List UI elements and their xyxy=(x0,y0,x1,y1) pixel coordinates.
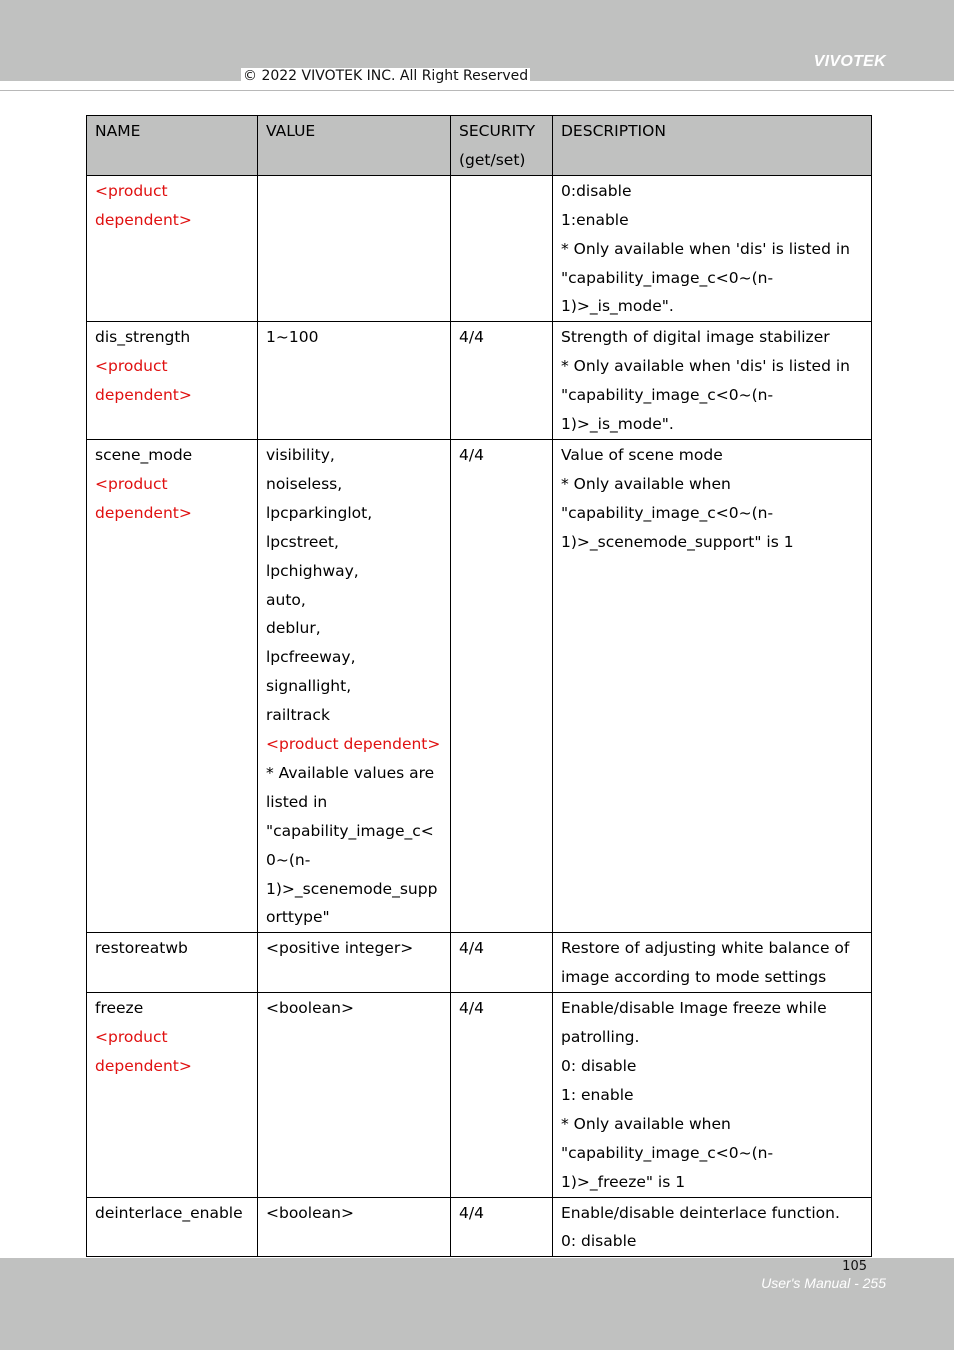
cell-value xyxy=(258,933,451,993)
cell-name xyxy=(87,175,258,322)
description-line: * Only available when "capability_image_c<0~(n-1)>_freeze" is 1 xyxy=(561,1114,774,1191)
value-item: <boolean> xyxy=(266,1203,354,1222)
cell-description xyxy=(553,933,872,993)
value-item: 1~100 xyxy=(266,328,319,347)
description-line: * Only available when 'dis' is listed in "capability_image_c<0~(n-1)>_is_mode". xyxy=(561,357,850,434)
cell-security xyxy=(451,933,553,993)
cell-description xyxy=(553,175,872,322)
value-item: lpchighway, xyxy=(266,561,359,580)
table-row xyxy=(87,933,872,993)
cell-description xyxy=(553,439,872,932)
column-header-security: SECURITY (get/set) xyxy=(451,116,553,176)
footer-band xyxy=(0,1258,954,1350)
cell-name xyxy=(87,439,258,932)
cell-name xyxy=(87,933,258,993)
cell-name xyxy=(87,1197,258,1257)
table-row xyxy=(87,993,872,1197)
description-line: Value of scene mode xyxy=(561,445,723,464)
cell-name xyxy=(87,322,258,440)
value-item: lpcparkinglot, xyxy=(266,503,373,522)
cell-description xyxy=(553,1197,872,1257)
security-level: 4/4 xyxy=(459,999,484,1018)
description-line: Enable/disable deinterlace function. xyxy=(561,1203,840,1222)
value-item: auto, xyxy=(266,590,306,609)
product-dependent-note: <product dependent> xyxy=(266,735,441,754)
cell-security xyxy=(451,993,553,1197)
product-dependent-note: <product dependent> xyxy=(95,474,192,522)
table-row xyxy=(87,439,872,932)
cell-value xyxy=(258,322,451,440)
cell-value xyxy=(258,993,451,1197)
description-line: * Only available when "capability_image_c<0~(n-1)>_scenemode_support" is 1 xyxy=(561,474,794,551)
value-item: noiseless, xyxy=(266,474,343,493)
parameter-name: dis_strength xyxy=(95,328,191,347)
value-item: <boolean> xyxy=(266,999,354,1018)
column-header-description: DESCRIPTION xyxy=(553,116,872,176)
value-item: deblur, xyxy=(266,619,321,638)
column-header-value: VALUE xyxy=(258,116,451,176)
description-line: * Only available when 'dis' is listed in "capability_image_c<0~(n-1)>_is_mode". xyxy=(561,239,850,316)
parameter-name: restoreatwb xyxy=(95,939,188,958)
description-line: 0: disable xyxy=(561,1057,637,1075)
parameter-table xyxy=(86,115,872,1257)
cell-security xyxy=(451,439,553,932)
table-row xyxy=(87,175,872,322)
table-header-row xyxy=(87,116,872,176)
cell-value xyxy=(258,175,451,322)
cell-security xyxy=(451,175,553,322)
description-line: 0: disable xyxy=(561,1232,637,1251)
value-item: visibility, xyxy=(266,445,335,464)
cell-description xyxy=(553,322,872,440)
product-dependent-note: <product dependent> xyxy=(95,181,192,229)
parameter-name: freeze xyxy=(95,999,144,1018)
table-row xyxy=(87,322,872,440)
security-level: 4/4 xyxy=(459,939,484,958)
column-header-name: NAME xyxy=(87,116,258,176)
security-level: 4/4 xyxy=(459,1203,484,1222)
cell-security xyxy=(451,322,553,440)
table-row xyxy=(87,1197,872,1257)
value-item: lpcstreet, xyxy=(266,532,339,551)
copyright-notice: © 2022 VIVOTEK INC. All Right Reserved xyxy=(243,68,529,84)
product-dependent-note: <product dependent> xyxy=(95,1028,192,1075)
cell-value xyxy=(258,439,451,932)
description-line: Restore of adjusting white balance of image according to mode settings xyxy=(561,939,850,987)
parameter-name: deinterlace_enable xyxy=(95,1203,243,1222)
manual-page-label: User's Manual - 255 xyxy=(761,1275,886,1291)
cell-security xyxy=(451,1197,553,1257)
table-body xyxy=(87,175,872,1257)
description-line: Strength of digital image stabilizer xyxy=(561,328,830,347)
header-divider xyxy=(0,90,954,91)
cell-name xyxy=(87,993,258,1197)
value-item: railtrack xyxy=(266,706,330,725)
cell-description xyxy=(553,993,872,1197)
parameter-name: scene_mode xyxy=(95,445,193,464)
description-line: Enable/disable Image freeze while patrolling. xyxy=(561,999,827,1047)
cell-value xyxy=(258,1197,451,1257)
security-level: 4/4 xyxy=(459,328,484,347)
page-number: 105 xyxy=(842,1259,867,1274)
value-item: lpcfreeway, xyxy=(266,648,356,667)
value-item: signallight, xyxy=(266,677,352,696)
security-level: 4/4 xyxy=(459,445,484,464)
description-line: 0:disable xyxy=(561,181,632,200)
brand-logo: VIVOTEK xyxy=(813,53,886,70)
description-line: 1: enable xyxy=(561,1085,634,1104)
value-item: <positive integer> xyxy=(266,939,414,958)
description-line: 1:enable xyxy=(561,210,629,229)
value-note: * Available values are listed in "capability_image_c<0~(n-1)>_scenemode_supporttype" xyxy=(266,763,438,927)
product-dependent-note: <product dependent> xyxy=(95,357,192,405)
